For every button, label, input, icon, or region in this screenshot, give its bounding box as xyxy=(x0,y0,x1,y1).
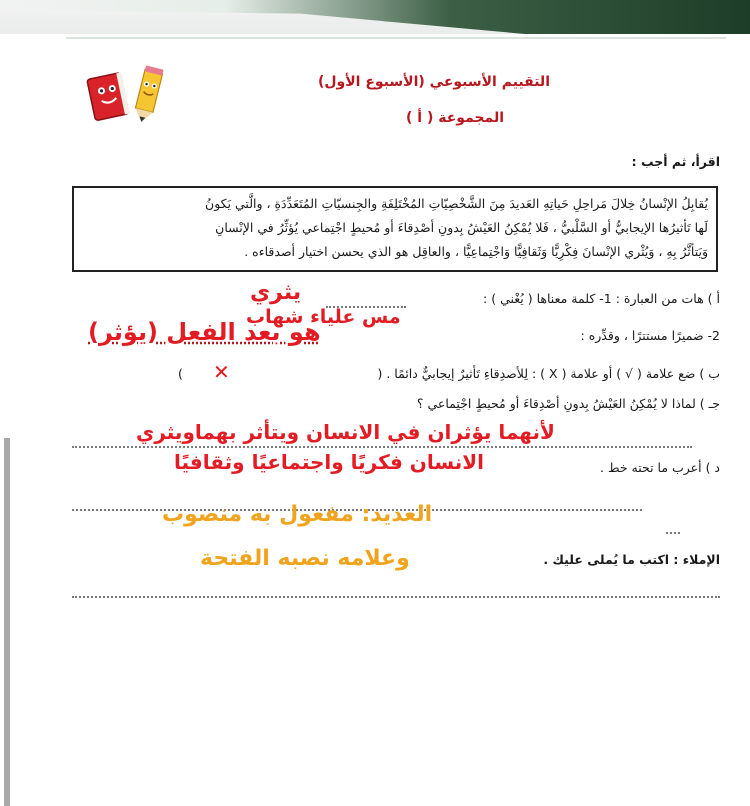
teacher-signature: مس علياء شهاب xyxy=(246,306,401,328)
answer-line-d2 xyxy=(666,532,680,534)
passage-line-2: لَها تَأثيرُها الإيجابيُّ أو السَّلْبيُّ ، فَلا يُمْكِنُ العَيْشُ بِدونِ أصْدِقاءَ أو مُحيطٍ اجْتِماعي يُؤثِّرُ في الإنْسانِ xyxy=(215,220,708,235)
question-c: جـ ) لماذا لا يُمْكِنُ العَيْشُ بِدونِ أصْدِقاءَ أو مُحيطٍ اجْتِماعي ؟ xyxy=(416,396,720,411)
answer-c-line1: لأنهما يؤثران في الانسان ويتأثر بهماويثري xyxy=(136,420,555,444)
reading-passage xyxy=(72,186,718,272)
dictation-label: الإملاء : اكتب ما يُملى عليك . xyxy=(543,552,720,567)
answer-c-line2: الانسان فكريًا واجتماعيًا وثقافيًا xyxy=(174,450,484,474)
answer-a1: يثري xyxy=(250,280,302,305)
question-a1: أ ) هات من العبارة : 1- كلمة معناها ( يُغْني ) : xyxy=(483,291,720,306)
left-scroll-edge xyxy=(4,438,10,806)
answer-d-line1: العديد: مفعول به منصوب xyxy=(162,502,433,527)
answer-a2: هو بعد الفعل (يؤثر) xyxy=(88,318,321,346)
answer-line-c xyxy=(72,446,692,448)
worksheet-title: التقييم الأسبوعي (الأسبوع الأول) xyxy=(317,74,550,90)
question-b: ب ) ضع علامة ( √ ) أو علامة ( X ) : لِلأصدِقاءِ تَأثيرٌ إيجابيٌّ دائمًا . ( xyxy=(377,366,720,381)
question-d: د ) أعرب ما تحته خط . xyxy=(600,460,720,475)
answer-d-line2: وعلامه نصبه الفتحة xyxy=(200,546,410,571)
group-label: المجموعة ( أ ) xyxy=(406,110,504,126)
dictation-line xyxy=(72,596,720,598)
question-b-close: ) xyxy=(178,366,183,381)
passage-line-1: يُقابِلُ الإنْسانُ خِلالَ مَراحِلِ حَياتِهِ العَديدَ مِنَ الشَّخْصِيّاتِ المُخْتَلِفَةِ والجِنسيّاتِ المُتَعَدِّدَةِ ، والَّتي يَكونُ xyxy=(205,196,708,211)
question-a2: 2- ضميرًا مستترًا ، وقدِّره : xyxy=(580,328,720,343)
passage-line-3: وَيَتأثَّرُ بِهِ ، وَيُثْري الإنْسانَ فِكْرِيًّا وَثَقافِيًّا وَاجْتِماعِيًّا ، والعاقِل هو الذي يحسن اختيار أصدقاءه . xyxy=(244,244,708,259)
worksheet-page xyxy=(66,40,726,806)
header-rule xyxy=(66,37,726,39)
instruction: اقرأ، ثم أجب : xyxy=(631,154,720,169)
answer-b-mark: ✕ xyxy=(213,360,230,384)
